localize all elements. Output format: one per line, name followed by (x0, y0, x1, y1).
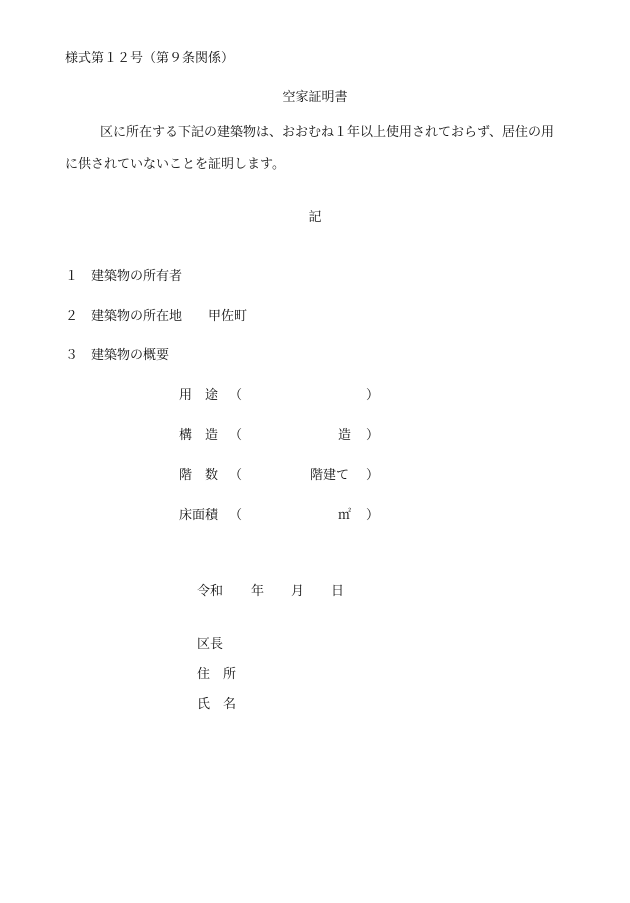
overview-close-paren: ） (366, 508, 380, 523)
overview-close-paren: ） (366, 428, 380, 443)
overview-open-paren: （ (229, 388, 243, 403)
overview-open-paren: （ (229, 428, 243, 443)
overview-unit-floors: 階建て (310, 468, 350, 483)
item-number: ３ (65, 348, 79, 363)
overview-label-floors: 階 数 (179, 468, 219, 483)
body-text-line-2: に供されていないことを証明します。 (65, 157, 285, 172)
document-title: 空家証明書 (282, 90, 348, 105)
overview-label-floor-area: 床面積 (179, 508, 219, 523)
location-value: 甲佐町 (208, 309, 248, 324)
item-owner (65, 270, 182, 283)
signature-address-label: 住 所 (197, 667, 237, 682)
date-day: 日 (331, 584, 345, 599)
body-text-line-1: 区に所在する下記の建築物は、おおむね１年以上使用されておらず、居住の用 (100, 125, 554, 140)
date-month: 月 (291, 584, 305, 599)
item-label: 建築物の概要 (91, 348, 170, 363)
overview-label-structure: 構 造 (179, 428, 219, 443)
signature-name-label: 氏 名 (197, 697, 237, 712)
ki-heading: 記 (308, 210, 322, 225)
item-location (65, 310, 247, 323)
date-year: 年 (251, 584, 265, 599)
overview-close-paren: ） (366, 388, 380, 403)
signature-office: 区長 (197, 637, 224, 652)
item-label: 建築物の所有者 (91, 269, 183, 284)
form-number: 様式第１２号（第９条関係） (65, 51, 235, 66)
overview-unit-structure: 造 (338, 428, 352, 443)
item-number: ２ (65, 309, 79, 324)
item-label: 建築物の所在地 (91, 309, 183, 324)
overview-label-use: 用 途 (179, 388, 219, 403)
item-overview (65, 349, 169, 362)
item-number: １ (65, 269, 79, 284)
overview-open-paren: （ (229, 468, 243, 483)
overview-unit-floor-area: ㎡ (338, 508, 352, 523)
overview-close-paren: ） (366, 468, 380, 483)
overview-open-paren: （ (229, 508, 243, 523)
date-era: 令和 (197, 584, 224, 599)
